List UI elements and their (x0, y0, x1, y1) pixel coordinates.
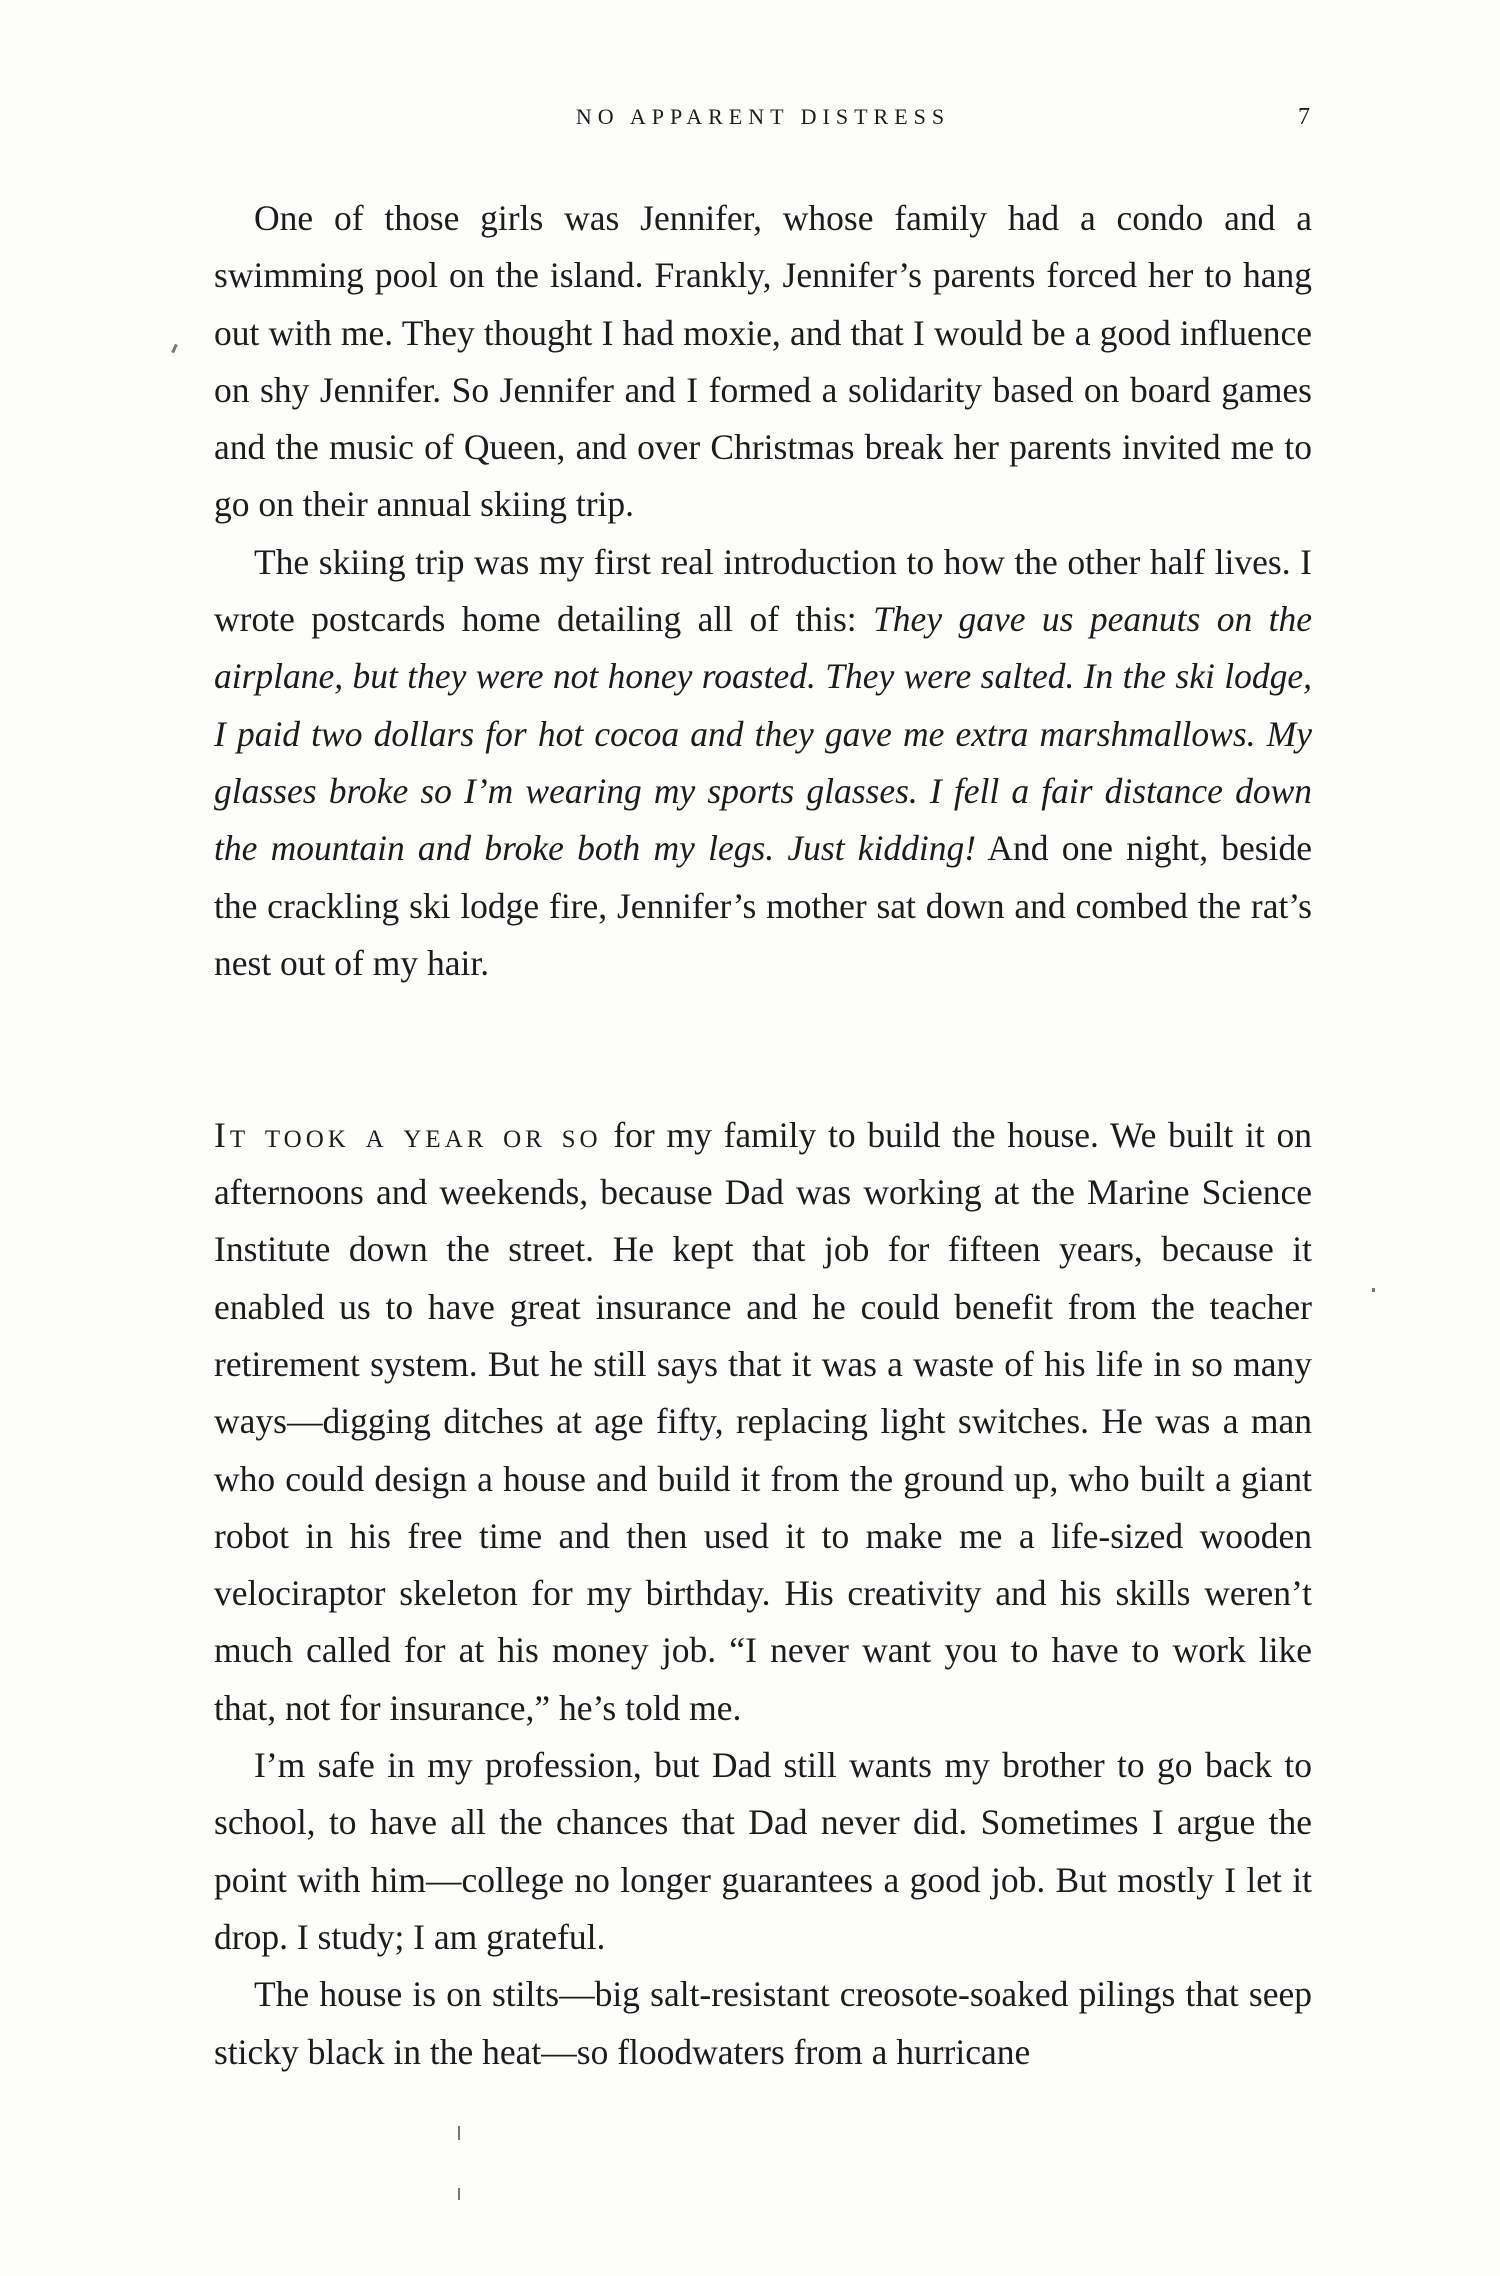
body-text (214, 190, 1312, 2081)
paragraph-jennifer: One of those girls was Jennifer, whose family had a condo and a swimming pool on the island. Frankly, Jennifer’s parents forced her to hang out with me. They thought I had moxie, and that I would be a good influence on shy Jennifer. So Jennifer and I formed a solidarity based on board games and the music of Queen, and over Christmas break her parents invited me to go on their annual skiing trip. (214, 198, 1312, 525)
paragraph-build-house-text: for my family to build the house. We built it on afternoons and weekends, because Dad was working at the Marine Science Institute down the street. He kept that job for fifteen years, because it enabled us to have great insurance and he could benefit from the teacher retirement system. But he still says that it was a waste of his life in so many ways—digging ditches at age fifty, replacing light switches. He was a man who could design a house and build it from the ground up, who built a giant robot in his free time and then used it to make me a life-sized wooden velociraptor skeleton for my birthday. His creativity and his skills weren’t much called for at his money job. “I never want you to have to work like that, not for insurance,” he’s told me. (214, 1114, 1312, 1728)
paragraph-skiing-trip-lead: The skiing trip was my first real introduction to how the other half lives. I wrote postcards home detailing all of this: (214, 541, 1312, 640)
running-head (216, 104, 1310, 144)
paragraph-skiing-trip (214, 534, 1312, 992)
scan-mark (458, 2126, 460, 2140)
postcard-quote: They gave us peanuts on the airplane, but they were not honey roasted. They were salted. In the ski lodge, I paid two dollars for hot cocoa and they gave me extra marshmallows. My glasses broke so I’m wearing my sports glasses. I fell a fair distance down the mountain and broke both my legs. Just kidding! (214, 599, 1312, 869)
paragraph-build-house (214, 1107, 1312, 1737)
scan-mark (1372, 1288, 1375, 1292)
section-break (214, 992, 1312, 1107)
section-lead-smallcaps: It took a year or so (214, 1114, 602, 1155)
running-title: NO APPARENT DISTRESS (575, 104, 951, 129)
paragraph-skiing-trip-tail: And one night, beside the crackling ski lodge fire, Jennifer’s mother sat down and combed the rat’s nest out of my hair. (214, 828, 1312, 983)
page-number: 7 (1298, 104, 1310, 130)
scan-mark (171, 344, 178, 353)
paragraph-profession: I’m safe in my profession, but Dad still wants my brother to go back to school, to have all the chances that Dad never did. Sometimes I argue the point with him—college no longer guarantees a good job. But mostly I let it drop. I study; I am grateful. (214, 1745, 1312, 1957)
paragraph-stilts: The house is on stilts—big salt-resistant creosote-soaked pilings that seep sticky black in the heat—so floodwaters from a hurricane (214, 1974, 1312, 2072)
scan-mark (458, 2188, 460, 2200)
